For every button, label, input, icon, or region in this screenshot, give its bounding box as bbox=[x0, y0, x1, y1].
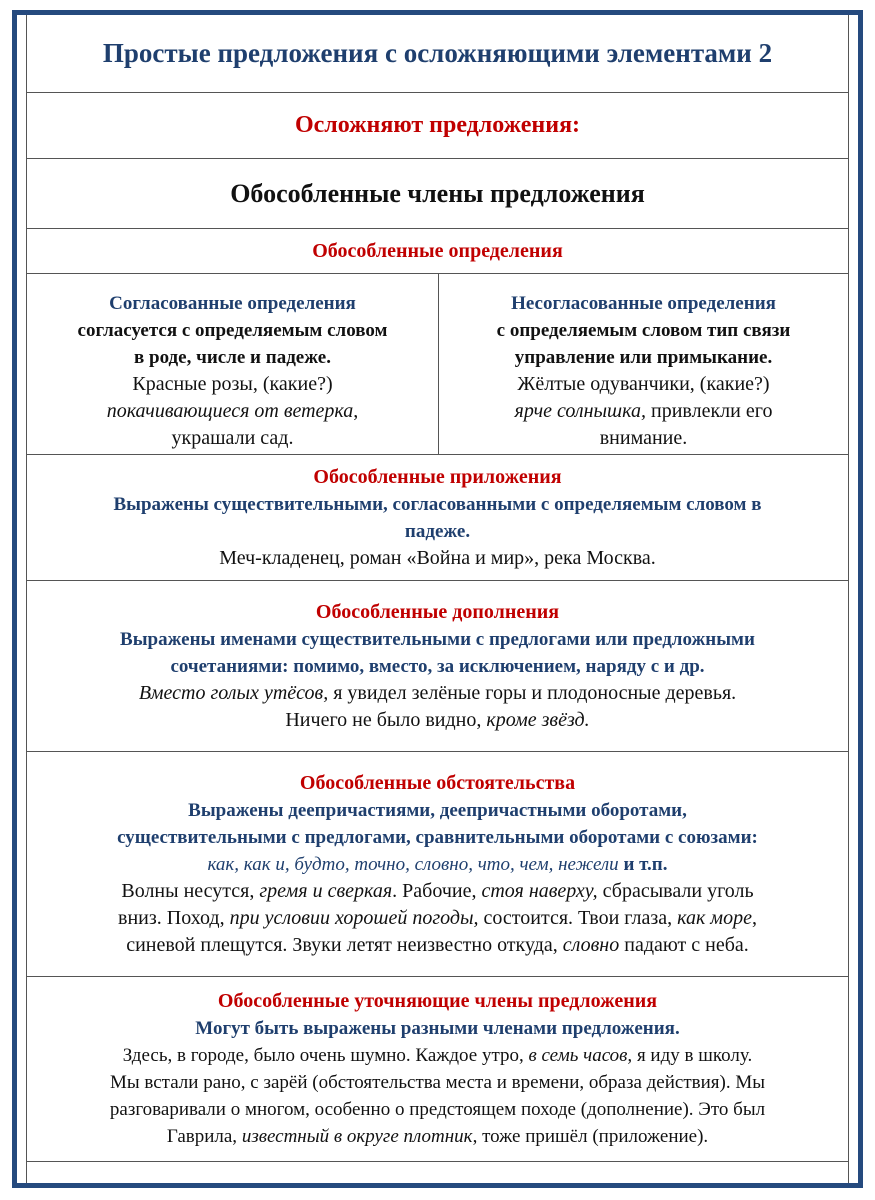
adverbials-example-1: Волны несутся, гремя и сверкая. Рабочие, стоя наверху, сбрасывали уголь bbox=[121, 879, 754, 902]
complicate-row bbox=[27, 92, 848, 158]
agreed-rule-1: согласуется с определяемым словом bbox=[77, 320, 388, 341]
agreed-example-2: покачивающиеся от ветерка, bbox=[106, 400, 359, 422]
clarifying-example-2: Мы встали рано, с зарёй (обстоятельства места и времени, образа действия). Мы bbox=[109, 1072, 766, 1093]
objects-example-1: Вместо голых утёсов, я увидел зелёные горы и плодоносные деревья. bbox=[138, 681, 737, 704]
adverbials-heading: Обособленные обстоятельства bbox=[299, 771, 576, 794]
clarifying-rule: Могут быть выражены разными членами предложения. bbox=[195, 1018, 680, 1039]
agreed-example-3: украшали сад. bbox=[171, 427, 294, 449]
page-frame bbox=[12, 10, 863, 1188]
definitions-heading-row bbox=[27, 228, 848, 273]
objects-rule-2: сочетаниями: помимо, вместо, за исключением, наряду с и др. bbox=[170, 655, 705, 677]
adverbials-example-2: вниз. Поход, при условии хорошей погоды, состоится. Твои глаза, как море, bbox=[118, 906, 757, 929]
objects-rule-1: Выражены именами существительными с предлогами или предложными bbox=[120, 628, 755, 650]
unagreed-example-1: Жёлтые одуванчики, (какие?) bbox=[517, 373, 770, 395]
isolated-members-heading: Обособленные члены предложения bbox=[230, 178, 645, 208]
unagreed-definitions-cell bbox=[439, 274, 848, 454]
unagreed-example-2: ярче солнышка, привлекли его bbox=[514, 400, 773, 422]
objects-heading: Обособленные дополнения bbox=[315, 600, 560, 623]
adverbials-rule-1: Выражены деепричастиями, деепричастными оборотами, bbox=[188, 799, 687, 821]
clarifying-row bbox=[27, 976, 848, 1161]
adverbials-rule-3: как, как и, будто, точно, словно, что, чем, нежели и т.п. bbox=[207, 853, 668, 875]
unagreed-title: Несогласованные определения bbox=[511, 293, 776, 314]
agreed-example-1: Красные розы, (какие?) bbox=[132, 373, 333, 395]
table bbox=[26, 15, 849, 1183]
agreed-rule-2: в роде, числе и падеже. bbox=[134, 347, 331, 368]
appositions-rule-1: Выражены существительными, согласованными с определяемым словом в bbox=[113, 493, 762, 515]
adverbials-rule-2: существительными с предлогами, сравнительными оборотами с союзами: bbox=[117, 826, 758, 848]
isolated-members-row bbox=[27, 158, 848, 228]
agreed-title: Согласованные определения bbox=[109, 293, 356, 314]
appositions-row bbox=[27, 454, 848, 580]
title-row bbox=[27, 15, 848, 92]
table-bottom-border bbox=[27, 1161, 848, 1162]
clarifying-heading: Обособленные уточняющие члены предложения bbox=[217, 990, 658, 1012]
clarifying-example-1: Здесь, в городе, было очень шумно. Каждое утро, в семь часов, я иду в школу. bbox=[122, 1045, 753, 1066]
appositions-rule-2: падеже. bbox=[404, 520, 471, 542]
clarifying-example-3: разговаривали о многом, особенно о предстоящем походе (дополнение). Это был bbox=[109, 1099, 766, 1120]
unagreed-rule-2: управление или примыкание. bbox=[514, 347, 773, 368]
definitions-columns bbox=[27, 273, 848, 454]
objects-row bbox=[27, 580, 848, 751]
complicate-heading: Осложняют предложения: bbox=[294, 112, 581, 138]
clarifying-example-4: Гаврила, известный в округе плотник, тоже пришёл (приложение). bbox=[166, 1126, 709, 1147]
agreed-definitions-cell bbox=[27, 274, 439, 454]
adverbials-example-3: синевой плещутся. Звуки летят неизвестно откуда, словно падают с неба. bbox=[126, 933, 749, 956]
objects-example-2: Ничего не было видно, кроме звёзд. bbox=[285, 708, 590, 731]
appositions-heading: Обособленные приложения bbox=[313, 465, 562, 488]
page-title: Простые предложения с осложняющими элементами 2 bbox=[102, 38, 773, 68]
definitions-heading: Обособленные определения bbox=[312, 239, 563, 262]
adverbials-row bbox=[27, 751, 848, 976]
unagreed-rule-1: с определяемым словом тип связи bbox=[496, 320, 791, 341]
appositions-example: Меч-кладенец, роман «Война и мир», река Москва. bbox=[219, 546, 656, 569]
unagreed-example-3: внимание. bbox=[599, 427, 688, 449]
